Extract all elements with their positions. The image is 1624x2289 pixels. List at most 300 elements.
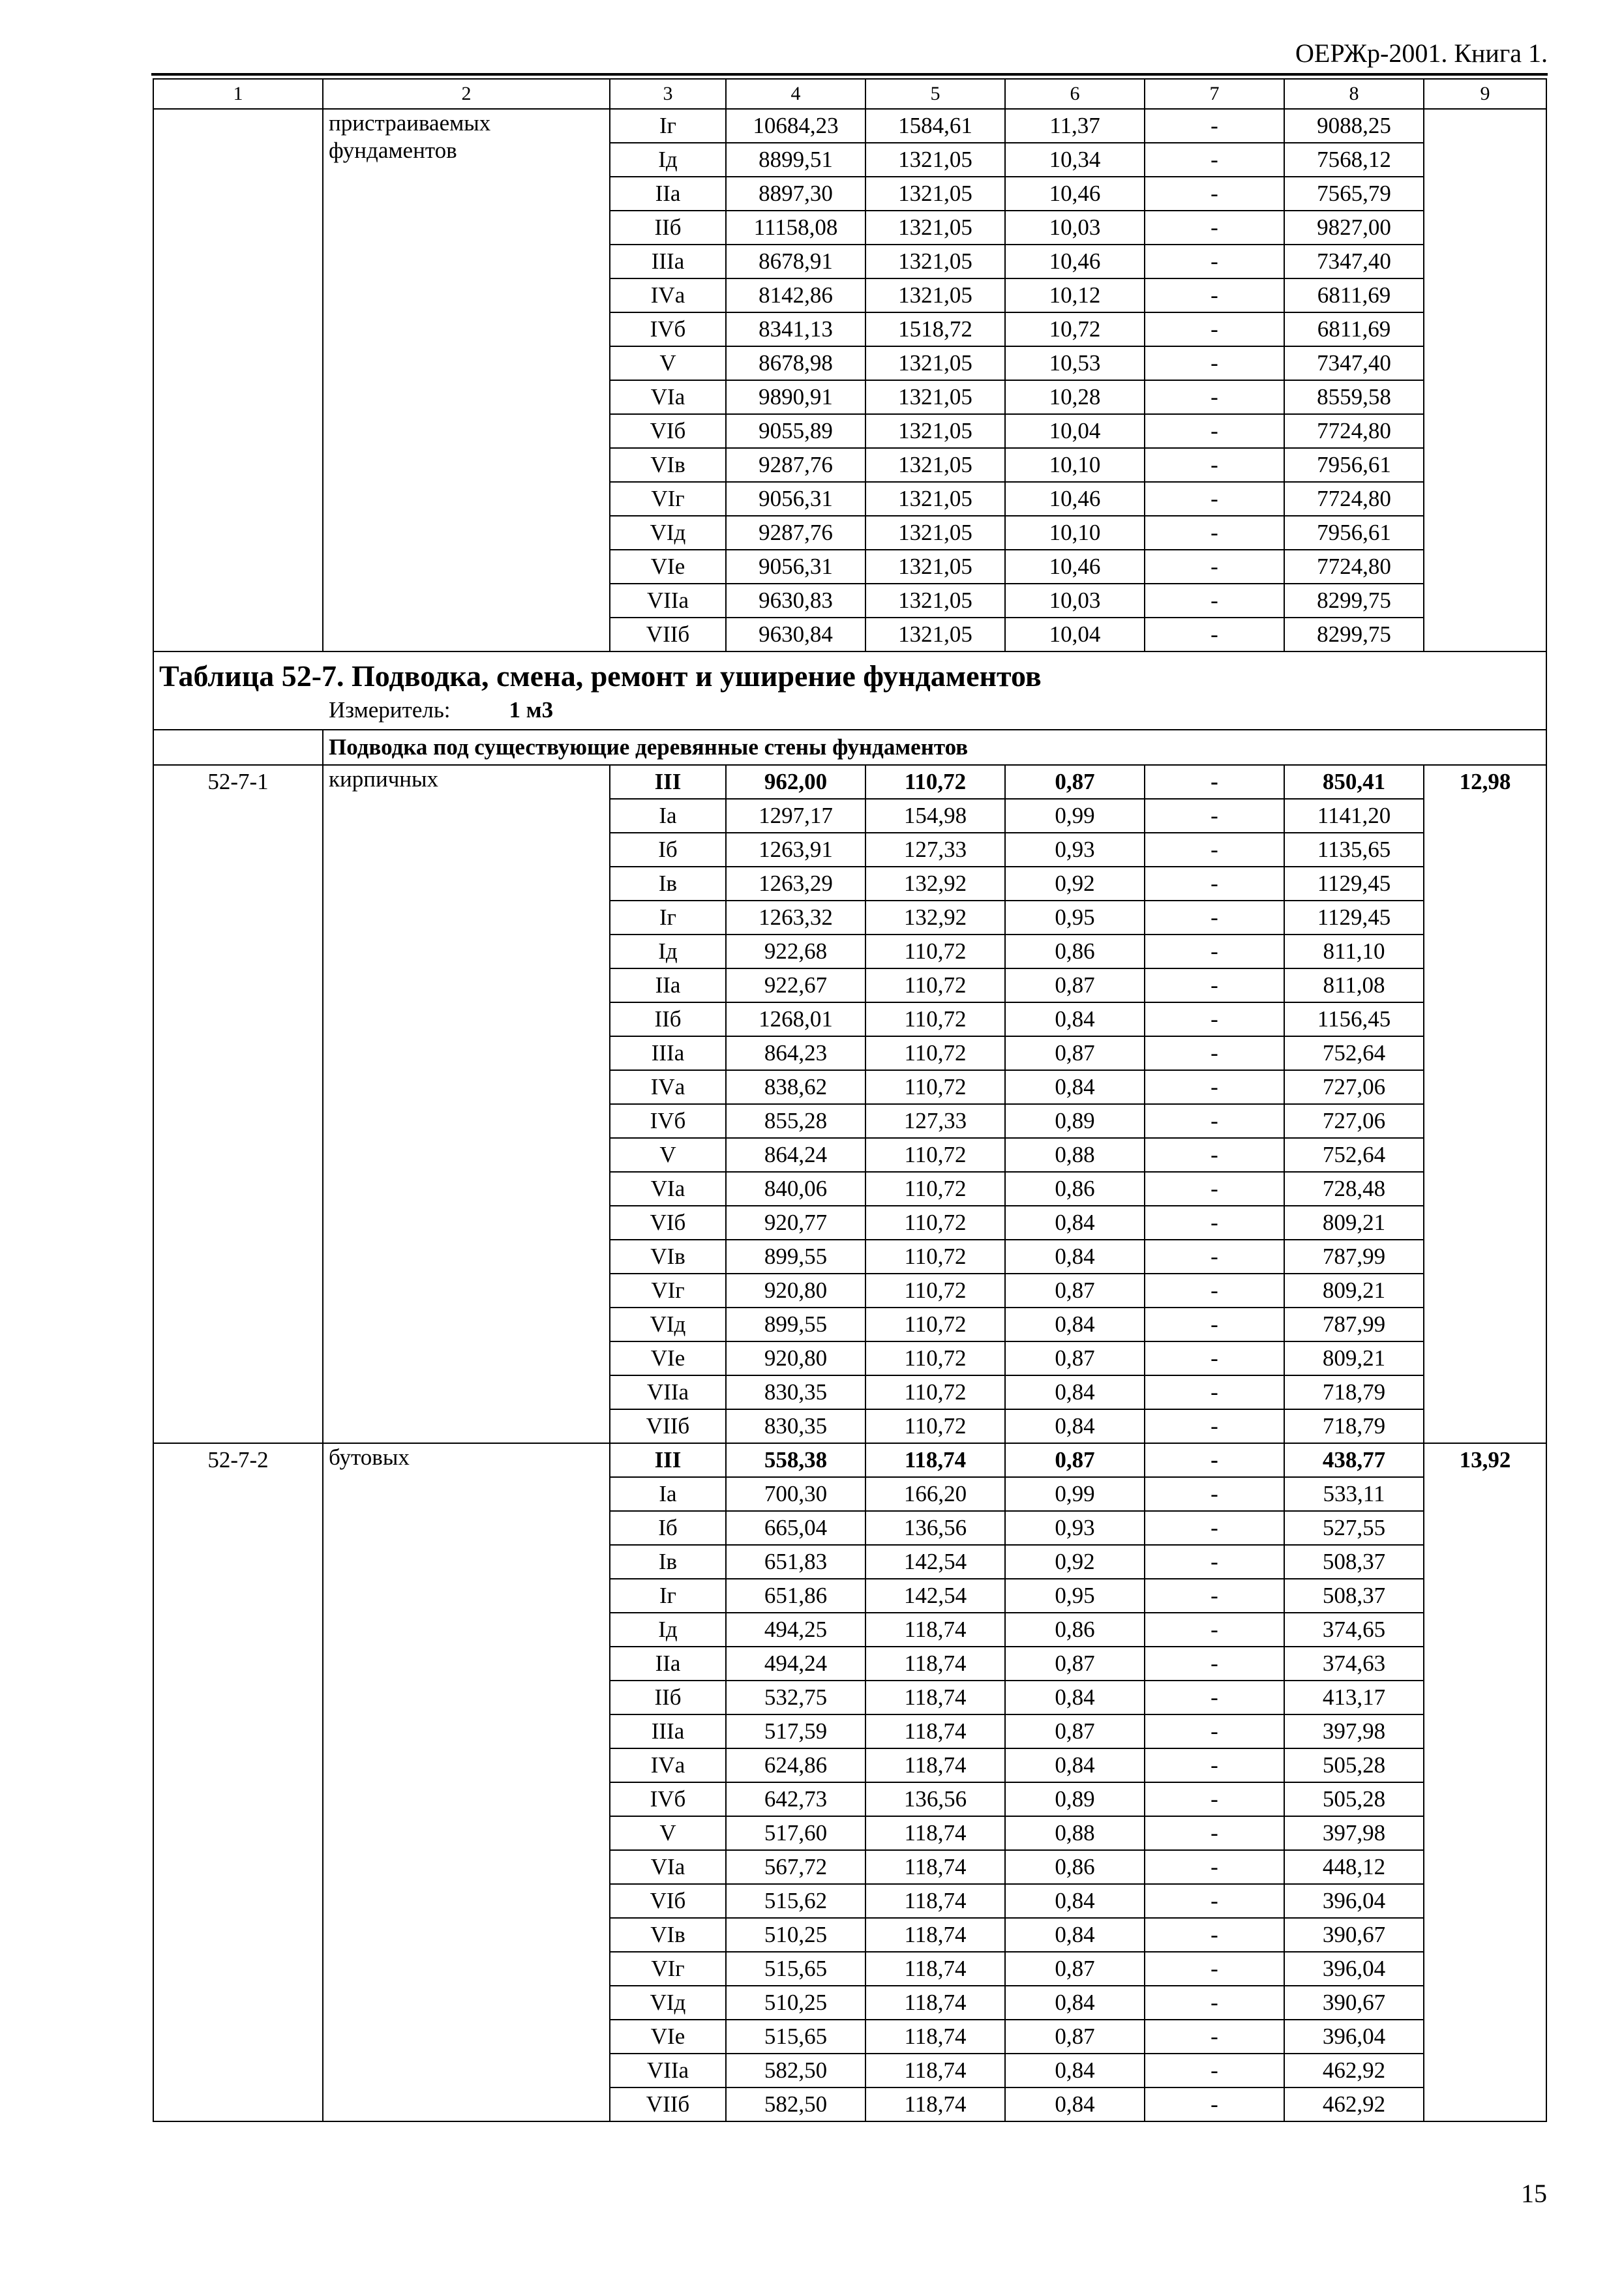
drivers-cell: - (1145, 1375, 1284, 1409)
drivers-cell: - (1145, 799, 1284, 833)
direct-cost-cell: 510,25 (726, 1986, 865, 2020)
drivers-cell: - (1145, 516, 1284, 550)
direct-cost-cell: 700,30 (726, 1477, 865, 1511)
drivers-cell: - (1145, 1613, 1284, 1647)
direct-cost-cell: 920,77 (726, 1206, 865, 1240)
wages-cell: 110,72 (865, 1240, 1005, 1274)
machines-cell: 11,37 (1005, 109, 1145, 143)
table-row (153, 1443, 1546, 1477)
machines-cell: 0,87 (1005, 1036, 1145, 1070)
measure-line (159, 695, 1541, 725)
labor-cost-cell: 12,98 (1424, 765, 1546, 1443)
direct-cost-cell: 9287,76 (726, 448, 865, 482)
drivers-cell: - (1145, 448, 1284, 482)
machines-cell: 10,53 (1005, 346, 1145, 380)
machines-cell: 0,84 (1005, 2087, 1145, 2121)
machines-cell: 10,46 (1005, 177, 1145, 211)
zone-cell: IIIа (610, 245, 726, 278)
wages-cell: 166,20 (865, 1477, 1005, 1511)
drivers-cell: - (1145, 143, 1284, 177)
column-number: 9 (1424, 79, 1546, 109)
wages-cell: 127,33 (865, 1104, 1005, 1138)
materials-cell: 390,67 (1284, 1986, 1424, 2020)
direct-cost-cell: 532,75 (726, 1681, 865, 1714)
materials-cell: 809,21 (1284, 1206, 1424, 1240)
wages-cell: 1321,05 (865, 516, 1005, 550)
machines-cell: 0,93 (1005, 833, 1145, 867)
drivers-cell: - (1145, 1647, 1284, 1681)
materials-cell: 374,63 (1284, 1647, 1424, 1681)
direct-cost-cell: 624,86 (726, 1748, 865, 1782)
drivers-cell: - (1145, 346, 1284, 380)
zone-cell: VIIб (610, 1409, 726, 1443)
direct-cost-cell: 962,00 (726, 765, 865, 799)
wages-cell: 118,74 (865, 2020, 1005, 2054)
materials-cell: 7956,61 (1284, 448, 1424, 482)
wages-cell: 118,74 (865, 1443, 1005, 1477)
direct-cost-cell: 517,59 (726, 1714, 865, 1748)
zone-cell: VIIа (610, 1375, 726, 1409)
direct-cost-cell: 515,65 (726, 2020, 865, 2054)
materials-cell: 728,48 (1284, 1172, 1424, 1206)
materials-cell: 1141,20 (1284, 799, 1424, 833)
direct-cost-cell: 665,04 (726, 1511, 865, 1545)
wages-cell: 118,74 (865, 1884, 1005, 1918)
direct-cost-cell: 855,28 (726, 1104, 865, 1138)
machines-cell: 0,84 (1005, 1002, 1145, 1036)
machines-cell: 10,12 (1005, 278, 1145, 312)
materials-cell: 438,77 (1284, 1443, 1424, 1477)
direct-cost-cell: 517,60 (726, 1816, 865, 1850)
drivers-cell: - (1145, 2054, 1284, 2087)
machines-cell: 0,95 (1005, 901, 1145, 935)
wages-cell: 142,54 (865, 1579, 1005, 1613)
zone-cell: VIб (610, 414, 726, 448)
wages-cell: 1321,05 (865, 346, 1005, 380)
machines-cell: 0,87 (1005, 968, 1145, 1002)
zone-cell: V (610, 1138, 726, 1172)
machines-cell: 10,34 (1005, 143, 1145, 177)
wages-cell: 110,72 (865, 1070, 1005, 1104)
item-name: пристраиваемых фундаментов (323, 109, 610, 651)
column-number: 5 (865, 79, 1005, 109)
drivers-cell: - (1145, 618, 1284, 651)
wages-cell: 118,74 (865, 1748, 1005, 1782)
zone-cell: VIа (610, 380, 726, 414)
drivers-cell: - (1145, 1274, 1284, 1308)
item-code: 52-7-1 (153, 765, 323, 1443)
machines-cell: 0,95 (1005, 1579, 1145, 1613)
wages-cell: 1321,05 (865, 380, 1005, 414)
machines-cell: 0,88 (1005, 1138, 1145, 1172)
direct-cost-cell: 1263,29 (726, 867, 865, 901)
drivers-cell: - (1145, 1579, 1284, 1613)
column-number: 4 (726, 79, 865, 109)
wages-cell: 1321,05 (865, 618, 1005, 651)
drivers-cell: - (1145, 1172, 1284, 1206)
drivers-cell: - (1145, 2087, 1284, 2121)
zone-cell: VIв (610, 1918, 726, 1952)
materials-cell: 7724,80 (1284, 482, 1424, 516)
materials-cell: 527,55 (1284, 1511, 1424, 1545)
direct-cost-cell: 10684,23 (726, 109, 865, 143)
machines-cell: 0,84 (1005, 1308, 1145, 1341)
drivers-cell: - (1145, 414, 1284, 448)
machines-cell: 0,87 (1005, 1952, 1145, 1986)
direct-cost-cell: 8678,98 (726, 346, 865, 380)
machines-cell: 0,84 (1005, 1884, 1145, 1918)
materials-cell: 505,28 (1284, 1748, 1424, 1782)
materials-cell: 396,04 (1284, 1952, 1424, 1986)
zone-cell: VIе (610, 2020, 726, 2054)
zone-cell: Iд (610, 143, 726, 177)
column-number: 8 (1284, 79, 1424, 109)
item-code: 52-7-2 (153, 1443, 323, 2121)
labor-cost-cell (1424, 109, 1546, 651)
machines-cell: 0,92 (1005, 1545, 1145, 1579)
drivers-cell: - (1145, 1748, 1284, 1782)
column-number: 6 (1005, 79, 1145, 109)
page-header-title: ОЕРЖр-2001. Книга 1. (1295, 38, 1548, 68)
wages-cell: 110,72 (865, 1172, 1005, 1206)
materials-cell: 508,37 (1284, 1579, 1424, 1613)
machines-cell: 0,99 (1005, 799, 1145, 833)
zone-cell: VIIб (610, 618, 726, 651)
zone-cell: V (610, 1816, 726, 1850)
drivers-cell: - (1145, 584, 1284, 618)
direct-cost-cell: 899,55 (726, 1240, 865, 1274)
machines-cell: 10,46 (1005, 245, 1145, 278)
wages-cell: 118,74 (865, 1681, 1005, 1714)
drivers-cell: - (1145, 2020, 1284, 2054)
drivers-cell: - (1145, 1002, 1284, 1036)
materials-cell: 1135,65 (1284, 833, 1424, 867)
direct-cost-cell: 558,38 (726, 1443, 865, 1477)
wages-cell: 110,72 (865, 765, 1005, 799)
machines-cell: 0,92 (1005, 867, 1145, 901)
machines-cell: 10,04 (1005, 414, 1145, 448)
materials-cell: 6811,69 (1284, 278, 1424, 312)
materials-cell: 718,79 (1284, 1375, 1424, 1409)
direct-cost-cell: 830,35 (726, 1375, 865, 1409)
machines-cell: 0,99 (1005, 1477, 1145, 1511)
item-code (153, 109, 323, 651)
machines-cell: 0,87 (1005, 1274, 1145, 1308)
machines-cell: 0,84 (1005, 1986, 1145, 2020)
zone-cell: Iб (610, 1511, 726, 1545)
table-title-row (153, 651, 1546, 730)
wages-cell: 110,72 (865, 1002, 1005, 1036)
zone-cell: Iг (610, 109, 726, 143)
direct-cost-cell: 1263,32 (726, 901, 865, 935)
drivers-cell: - (1145, 1681, 1284, 1714)
wages-cell: 1321,05 (865, 278, 1005, 312)
direct-cost-cell: 920,80 (726, 1341, 865, 1375)
direct-cost-cell: 9056,31 (726, 550, 865, 584)
zone-cell: IIIа (610, 1714, 726, 1748)
measure-label: Измеритель: (329, 697, 451, 723)
materials-cell: 413,17 (1284, 1681, 1424, 1714)
direct-cost-cell: 1268,01 (726, 1002, 865, 1036)
drivers-cell: - (1145, 833, 1284, 867)
direct-cost-cell: 9287,76 (726, 516, 865, 550)
wages-cell: 132,92 (865, 867, 1005, 901)
column-number-row (153, 79, 1546, 109)
direct-cost-cell: 8341,13 (726, 312, 865, 346)
drivers-cell: - (1145, 1409, 1284, 1443)
materials-cell: 508,37 (1284, 1545, 1424, 1579)
drivers-cell: - (1145, 867, 1284, 901)
zone-cell: IVб (610, 312, 726, 346)
zone-cell: VIг (610, 1952, 726, 1986)
materials-cell: 811,10 (1284, 935, 1424, 968)
direct-cost-cell: 582,50 (726, 2087, 865, 2121)
direct-cost-cell: 494,24 (726, 1647, 865, 1681)
drivers-cell: - (1145, 968, 1284, 1002)
materials-cell: 7347,40 (1284, 346, 1424, 380)
drivers-cell: - (1145, 109, 1284, 143)
drivers-cell: - (1145, 211, 1284, 245)
wages-cell: 118,74 (865, 1952, 1005, 1986)
zone-cell: VIг (610, 482, 726, 516)
machines-cell: 0,87 (1005, 1714, 1145, 1748)
wages-cell: 118,74 (865, 1816, 1005, 1850)
drivers-cell: - (1145, 1104, 1284, 1138)
materials-cell: 9088,25 (1284, 109, 1424, 143)
drivers-cell: - (1145, 1206, 1284, 1240)
machines-cell: 10,03 (1005, 584, 1145, 618)
zone-cell: IIа (610, 177, 726, 211)
column-number: 1 (153, 79, 323, 109)
direct-cost-cell: 9630,84 (726, 618, 865, 651)
direct-cost-cell: 651,83 (726, 1545, 865, 1579)
item-name: бутовых (323, 1443, 610, 2121)
zone-cell: V (610, 346, 726, 380)
materials-cell: 1156,45 (1284, 1002, 1424, 1036)
drivers-cell: - (1145, 245, 1284, 278)
machines-cell: 0,87 (1005, 2020, 1145, 2054)
drivers-cell: - (1145, 935, 1284, 968)
machines-cell: 0,89 (1005, 1104, 1145, 1138)
wages-cell: 1321,05 (865, 245, 1005, 278)
direct-cost-cell: 922,67 (726, 968, 865, 1002)
wages-cell: 110,72 (865, 935, 1005, 968)
zone-cell: Iа (610, 1477, 726, 1511)
zone-cell: VIд (610, 1986, 726, 2020)
drivers-cell: - (1145, 1443, 1284, 1477)
drivers-cell: - (1145, 1341, 1284, 1375)
wages-cell: 1321,05 (865, 584, 1005, 618)
wages-cell: 118,74 (865, 1918, 1005, 1952)
zone-cell: VIд (610, 516, 726, 550)
drivers-cell: - (1145, 1545, 1284, 1579)
materials-cell: 6811,69 (1284, 312, 1424, 346)
drivers-cell: - (1145, 1884, 1284, 1918)
zone-cell: IIб (610, 1681, 726, 1714)
section-spacer (153, 730, 323, 765)
wages-cell: 110,72 (865, 1138, 1005, 1172)
zone-cell: VIг (610, 1274, 726, 1308)
zone-cell: VIб (610, 1206, 726, 1240)
machines-cell: 0,84 (1005, 1918, 1145, 1952)
materials-cell: 809,21 (1284, 1341, 1424, 1375)
wages-cell: 1321,05 (865, 143, 1005, 177)
machines-cell: 0,84 (1005, 1409, 1145, 1443)
machines-cell: 10,46 (1005, 482, 1145, 516)
zone-cell: IVа (610, 1748, 726, 1782)
wages-cell: 1321,05 (865, 177, 1005, 211)
wages-cell: 118,74 (865, 1647, 1005, 1681)
direct-cost-cell: 830,35 (726, 1409, 865, 1443)
machines-cell: 0,87 (1005, 1647, 1145, 1681)
zone-cell: Iд (610, 1613, 726, 1647)
machines-cell: 10,72 (1005, 312, 1145, 346)
zone-cell: III (610, 1443, 726, 1477)
direct-cost-cell: 510,25 (726, 1918, 865, 1952)
wages-cell: 110,72 (865, 1274, 1005, 1308)
drivers-cell: - (1145, 1240, 1284, 1274)
wages-cell: 1321,05 (865, 482, 1005, 516)
materials-cell: 8299,75 (1284, 584, 1424, 618)
zone-cell: IVа (610, 278, 726, 312)
wages-cell: 1321,05 (865, 448, 1005, 482)
materials-cell: 7724,80 (1284, 414, 1424, 448)
drivers-cell: - (1145, 1952, 1284, 1986)
rates-table (153, 78, 1547, 2122)
wages-cell: 1321,05 (865, 211, 1005, 245)
machines-cell: 10,28 (1005, 380, 1145, 414)
machines-cell: 0,84 (1005, 1206, 1145, 1240)
machines-cell: 0,87 (1005, 1341, 1145, 1375)
materials-cell: 787,99 (1284, 1308, 1424, 1341)
wages-cell: 118,74 (865, 1714, 1005, 1748)
materials-cell: 718,79 (1284, 1409, 1424, 1443)
wages-cell: 132,92 (865, 901, 1005, 935)
drivers-cell: - (1145, 1918, 1284, 1952)
zone-cell: IVа (610, 1070, 726, 1104)
machines-cell: 0,86 (1005, 935, 1145, 968)
materials-cell: 505,28 (1284, 1782, 1424, 1816)
drivers-cell: - (1145, 1477, 1284, 1511)
materials-cell: 7724,80 (1284, 550, 1424, 584)
drivers-cell: - (1145, 1070, 1284, 1104)
zone-cell: III (610, 765, 726, 799)
zone-cell: Iа (610, 799, 726, 833)
materials-cell: 374,65 (1284, 1613, 1424, 1647)
materials-cell: 397,98 (1284, 1714, 1424, 1748)
drivers-cell: - (1145, 1308, 1284, 1341)
machines-cell: 0,84 (1005, 1681, 1145, 1714)
wages-cell: 110,72 (865, 1036, 1005, 1070)
wages-cell: 1321,05 (865, 550, 1005, 584)
drivers-cell: - (1145, 1986, 1284, 2020)
drivers-cell: - (1145, 1782, 1284, 1816)
drivers-cell: - (1145, 1816, 1284, 1850)
machines-cell: 0,84 (1005, 1240, 1145, 1274)
materials-cell: 727,06 (1284, 1070, 1424, 1104)
direct-cost-cell: 8142,86 (726, 278, 865, 312)
materials-cell: 7565,79 (1284, 177, 1424, 211)
column-number: 7 (1145, 79, 1284, 109)
machines-cell: 0,86 (1005, 1850, 1145, 1884)
zone-cell: IIIа (610, 1036, 726, 1070)
direct-cost-cell: 8678,91 (726, 245, 865, 278)
wages-cell: 118,74 (865, 1613, 1005, 1647)
drivers-cell: - (1145, 177, 1284, 211)
zone-cell: VIв (610, 1240, 726, 1274)
direct-cost-cell: 920,80 (726, 1274, 865, 1308)
wages-cell: 142,54 (865, 1545, 1005, 1579)
section-row (153, 730, 1546, 765)
machines-cell: 0,84 (1005, 1070, 1145, 1104)
direct-cost-cell: 8899,51 (726, 143, 865, 177)
machines-cell: 0,93 (1005, 1511, 1145, 1545)
labor-cost-cell: 13,92 (1424, 1443, 1546, 2121)
column-number: 2 (323, 79, 610, 109)
zone-cell: Iв (610, 867, 726, 901)
materials-cell: 7568,12 (1284, 143, 1424, 177)
direct-cost-cell: 9630,83 (726, 584, 865, 618)
zone-cell: VIIа (610, 584, 726, 618)
wages-cell: 1321,05 (865, 414, 1005, 448)
zone-cell: VIд (610, 1308, 726, 1341)
machines-cell: 0,84 (1005, 1748, 1145, 1782)
drivers-cell: - (1145, 901, 1284, 935)
wages-cell: 127,33 (865, 833, 1005, 867)
materials-cell: 396,04 (1284, 1884, 1424, 1918)
materials-cell: 8559,58 (1284, 380, 1424, 414)
header-rule (151, 73, 1548, 76)
machines-cell: 0,88 (1005, 1816, 1145, 1850)
drivers-cell: - (1145, 312, 1284, 346)
drivers-cell: - (1145, 1036, 1284, 1070)
zone-cell: VIа (610, 1172, 726, 1206)
table-row (153, 109, 1546, 143)
materials-cell: 727,06 (1284, 1104, 1424, 1138)
materials-cell: 9827,00 (1284, 211, 1424, 245)
machines-cell: 10,10 (1005, 516, 1145, 550)
table-title: Таблица 52-7. Подводка, смена, ремонт и уширение фундаментов (159, 659, 1042, 693)
machines-cell: 10,10 (1005, 448, 1145, 482)
measure-value: 1 м3 (509, 697, 554, 723)
machines-cell: 0,86 (1005, 1613, 1145, 1647)
materials-cell: 7956,61 (1284, 516, 1424, 550)
machines-cell: 0,84 (1005, 2054, 1145, 2087)
zone-cell: VIб (610, 1884, 726, 1918)
materials-cell: 397,98 (1284, 1816, 1424, 1850)
machines-cell: 0,87 (1005, 1443, 1145, 1477)
materials-cell: 752,64 (1284, 1138, 1424, 1172)
direct-cost-cell: 494,25 (726, 1613, 865, 1647)
machines-cell: 0,86 (1005, 1172, 1145, 1206)
machines-cell: 0,84 (1005, 1375, 1145, 1409)
wages-cell: 110,72 (865, 1206, 1005, 1240)
drivers-cell: - (1145, 1714, 1284, 1748)
zone-cell: VIв (610, 448, 726, 482)
wages-cell: 110,72 (865, 968, 1005, 1002)
direct-cost-cell: 9055,89 (726, 414, 865, 448)
zone-cell: IIб (610, 1002, 726, 1036)
table-title-block (153, 651, 1546, 730)
zone-cell: Iв (610, 1545, 726, 1579)
direct-cost-cell: 864,24 (726, 1138, 865, 1172)
section-title: Подводка под существующие деревянные стены фундаментов (323, 730, 1546, 765)
machines-cell: 10,46 (1005, 550, 1145, 584)
zone-cell: Iг (610, 1579, 726, 1613)
drivers-cell: - (1145, 278, 1284, 312)
direct-cost-cell: 838,62 (726, 1070, 865, 1104)
wages-cell: 110,72 (865, 1308, 1005, 1341)
